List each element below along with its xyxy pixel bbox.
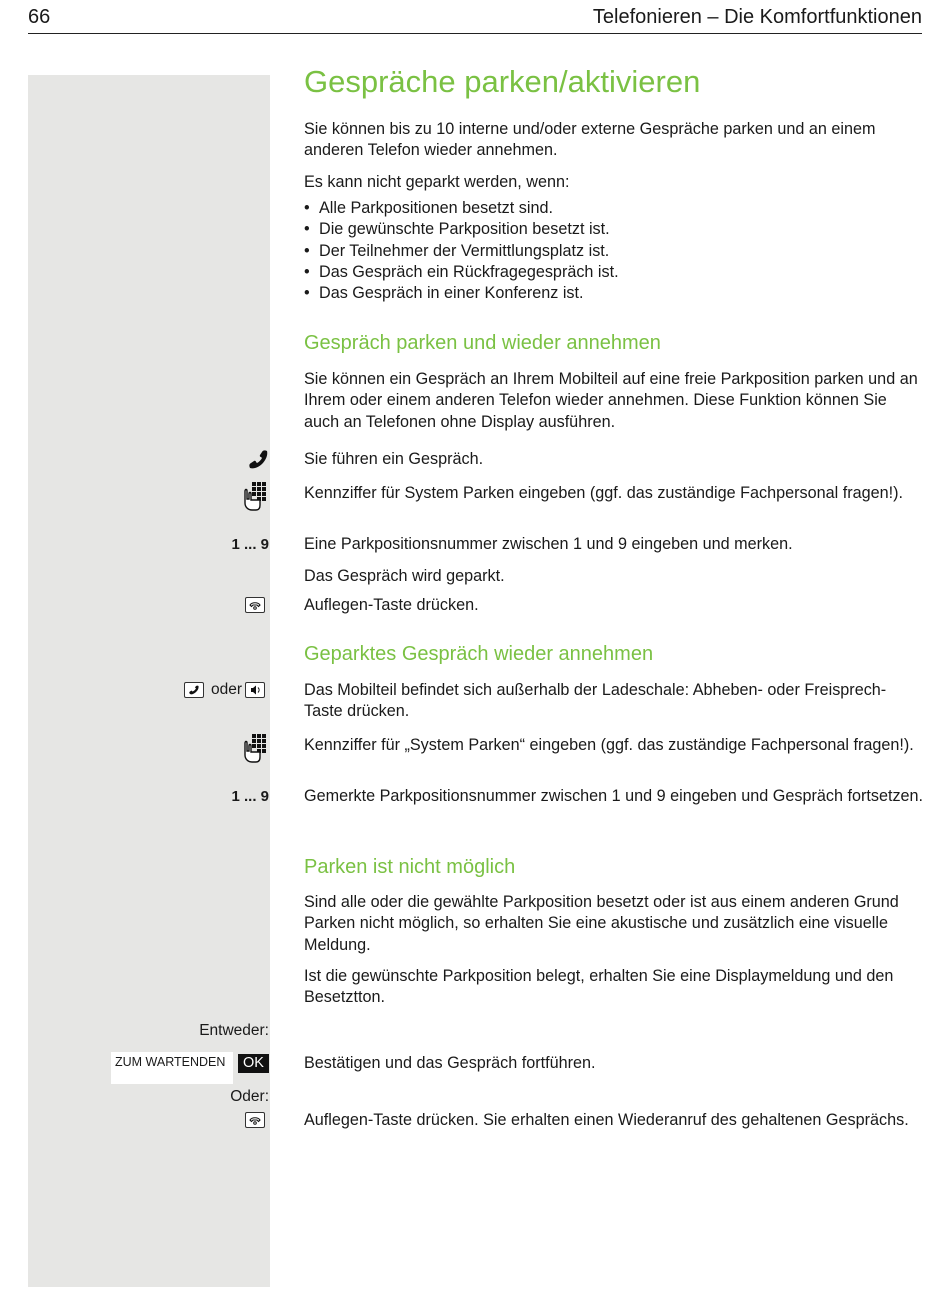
softkey-label: ZUM WARTENDEN xyxy=(111,1052,233,1084)
page-number: 66 xyxy=(28,6,51,28)
handset-icon xyxy=(246,447,270,476)
talk-key-icon xyxy=(184,682,204,698)
keypad-icon xyxy=(242,481,269,516)
not-possible-paragraph: Ist die gewünschte Parkposition belegt, erhalten Sie eine Displaymeldung und den Besetztton. xyxy=(304,967,894,1007)
conditions-list xyxy=(304,198,924,304)
header-divider xyxy=(28,33,922,34)
section-heading-resume: Geparktes Gespräch wieder annehmen xyxy=(304,643,654,665)
section-heading-not-possible: Parken ist nicht möglich xyxy=(304,856,516,878)
step-text: Auflegen-Taste drücken. xyxy=(304,596,479,614)
park-description: Sie können ein Gespräch an Ihrem Mobilteil auf eine freie Parkposition parken und an Ihrem oder einem anderen Telefon wieder annehmen. Diese Funktion können Sie auch an Telefonen ohne Display ausführen. xyxy=(304,370,918,431)
list-item: • Das Gespräch ein Rückfragegespräch ist. xyxy=(304,262,924,283)
list-item: • Das Gespräch in einer Konferenz ist. xyxy=(304,283,924,304)
step-text: Das Gespräch wird geparkt. xyxy=(304,567,505,585)
step-text: Bestätigen und das Gespräch fortführen. xyxy=(304,1054,596,1072)
keypad-icon xyxy=(242,733,269,768)
digit-range-label: 1 ... 9 xyxy=(231,536,269,553)
or-label: oder xyxy=(211,681,243,698)
step-text: Gemerkte Parkpositionsnummer zwischen 1 und 9 eingeben und Gespräch fortsetzen. xyxy=(304,787,924,805)
not-possible-paragraph: Sind alle oder die gewählte Parkposition besetzt oder ist aus einem anderen Grund Parken nicht möglich, so erhalten Sie eine akustische und zusätzlich eine visuelle Meldung. xyxy=(304,893,899,954)
step-text: Auflegen-Taste drücken. Sie erhalten einen Wiederanruf des gehaltenen Gesprächs. xyxy=(304,1111,909,1129)
list-item: • Die gewünschte Parkposition besetzt ist. xyxy=(304,219,924,240)
either-label: Entweder: xyxy=(199,1022,269,1039)
digit-range-label: 1 ... 9 xyxy=(231,788,269,805)
ok-button[interactable]: OK xyxy=(238,1054,269,1073)
intro-paragraph: Sie können bis zu 10 interne und/oder externe Gespräche parken und an einem anderen Telefon wieder annehmen. xyxy=(304,120,876,160)
step-text: Das Mobilteil befindet sich außerhalb der Ladeschale: Abheben- oder Freisprech-Taste drücken. xyxy=(304,681,887,721)
conditions-intro: Es kann nicht geparkt werden, wenn: xyxy=(304,173,570,191)
step-text: Eine Parkpositionsnummer zwischen 1 und 9 eingeben und merken. xyxy=(304,535,793,553)
or-label: Oder: xyxy=(230,1088,269,1105)
hangup-key-icon xyxy=(245,597,265,613)
speaker-key-icon xyxy=(245,682,265,698)
section-heading-park: Gespräch parken und wieder annehmen xyxy=(304,332,661,354)
chapter-title: Telefonieren – Die Komfortfunktionen xyxy=(592,6,922,28)
hangup-key-icon xyxy=(245,1112,265,1128)
list-item: • Alle Parkpositionen besetzt sind. xyxy=(304,198,924,219)
list-item: • Der Teilnehmer der Vermittlungsplatz ist. xyxy=(304,241,924,262)
step-text: Kennziffer für System Parken eingeben (ggf. das zuständige Fachpersonal fragen!). xyxy=(304,484,903,502)
page-title: Gespräche parken/aktivieren xyxy=(304,64,701,99)
step-text: Sie führen ein Gespräch. xyxy=(304,450,484,468)
step-text: Kennziffer für „System Parken“ eingeben (ggf. das zuständige Fachpersonal fragen!). xyxy=(304,736,914,754)
